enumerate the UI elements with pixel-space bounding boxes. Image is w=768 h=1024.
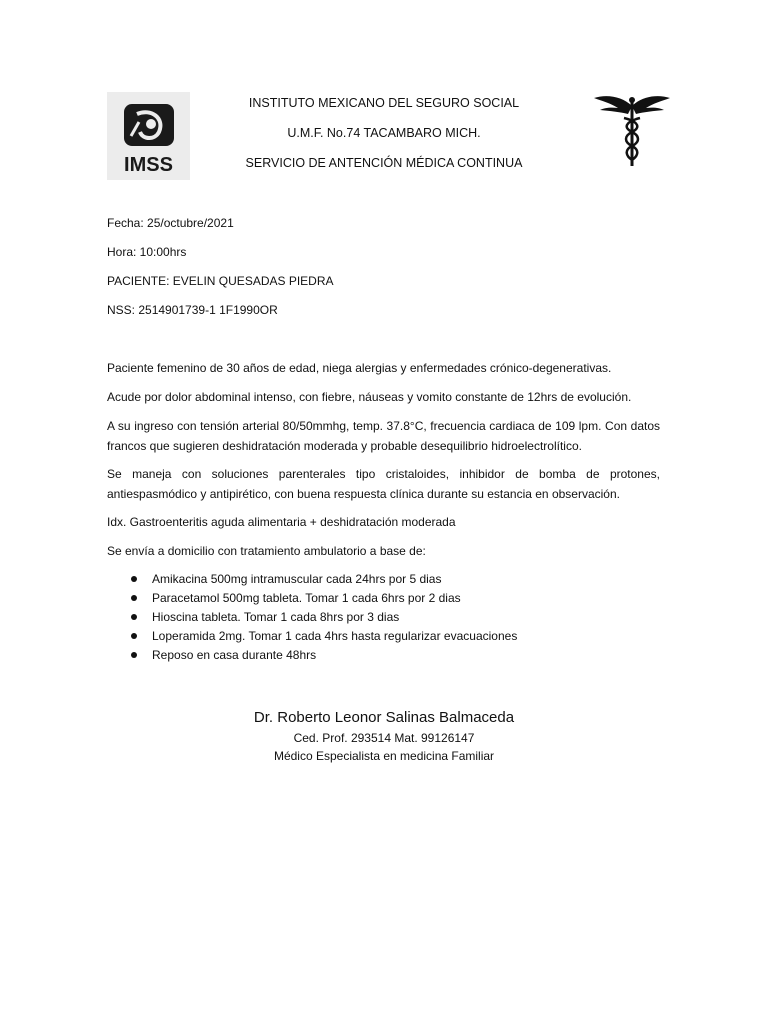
bullet-icon <box>131 652 137 658</box>
doctor-credentials: Ced. Prof. 293514 Mat. 99126147 <box>293 731 475 745</box>
list-item <box>107 589 667 608</box>
treatment-text: Amikacina 500mg intramuscular cada 24hrs por 5 dias <box>152 572 442 586</box>
nss-field: NSS: 2514901739-1 1F1990OR <box>107 303 278 317</box>
treatment-text: Hioscina tableta. Tomar 1 cada 8hrs por 3 dias <box>152 610 400 624</box>
caduceus-icon <box>592 92 672 168</box>
patient-name-field: PACIENTE: EVELIN QUESADAS PIEDRA <box>107 274 334 288</box>
imss-logo-text: IMSS <box>124 154 173 176</box>
complaint-paragraph: Acude por dolor abdominal intenso, con fiebre, náuseas y vomito constante de 12hrs de evolución. <box>107 390 632 404</box>
diagnosis-paragraph: Idx. Gastroenteritis aguda alimentaria + deshidratación moderada <box>107 515 456 529</box>
treatment-text: Loperamida 2mg. Tomar 1 cada 4hrs hasta regularizar evacuaciones <box>152 629 518 643</box>
bullet-icon <box>131 595 137 601</box>
bullet-icon <box>131 614 137 620</box>
time-field: Hora: 10:00hrs <box>107 245 187 259</box>
discharge-paragraph: Se envía a domicilio con tratamiento ambulatorio a base de: <box>107 544 426 558</box>
list-item <box>107 646 667 665</box>
imss-logo <box>107 92 190 180</box>
list-item <box>107 627 667 646</box>
history-paragraph: Paciente femenino de 30 años de edad, niega alergias y enfermedades crónico-degenerativas. <box>107 361 612 375</box>
list-item <box>107 570 667 589</box>
date-field: Fecha: 25/octubre/2021 <box>107 216 234 230</box>
bullet-icon <box>131 576 137 582</box>
treatment-text: Reposo en casa durante 48hrs <box>152 648 317 662</box>
imss-emblem-icon <box>107 92 190 180</box>
list-item <box>107 608 667 627</box>
treatment-text: Paracetamol 500mg tableta. Tomar 1 cada 6hrs por 2 dias <box>152 591 461 605</box>
treatment-list <box>107 570 667 665</box>
unit-title: U.M.F. No.74 TACAMBARO MICH. <box>287 126 481 140</box>
doctor-title: Médico Especialista en medicina Familiar <box>273 749 495 763</box>
institute-title: INSTITUTO MEXICANO DEL SEGURO SOCIAL <box>248 96 520 110</box>
doctor-name: Dr. Roberto Leonor Salinas Balmaceda <box>253 709 515 726</box>
vitals-paragraph: A su ingreso con tensión arterial 80/50mmhg, temp. 37.8°C, frecuencia cardiaca de 109 lpm. Con datos francos que sugieren deshidratación moderada y probable desequilibrio hidroelectrolítico. <box>107 419 660 453</box>
service-title: SERVICIO DE ANTENCIÓN MÉDICA CONTINUA <box>245 156 523 170</box>
management-paragraph: Se maneja con soluciones parenterales tipo cristaloides, inhibidor de bomba de protones, antiespasmódico y antipirético, con buena respuesta clínica durante su estancia en observación. <box>107 467 660 501</box>
caduceus-logo <box>592 92 672 168</box>
bullet-icon <box>131 633 137 639</box>
